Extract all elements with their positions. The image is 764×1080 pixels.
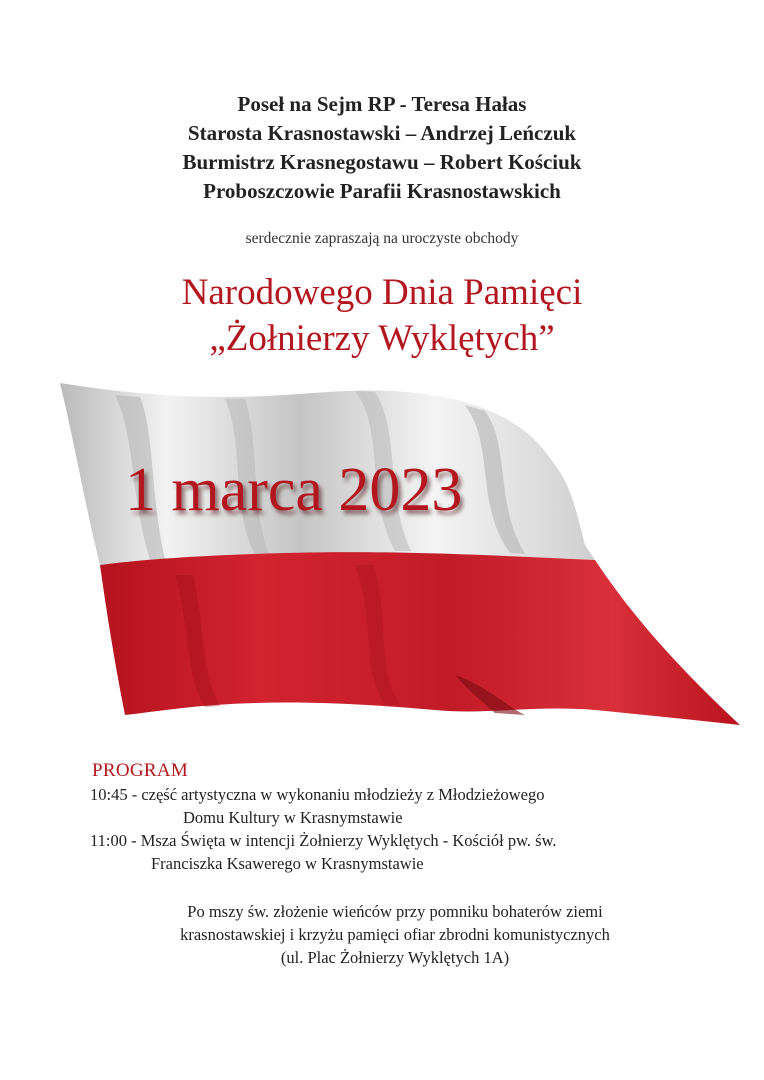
note-line: krasnostawskiej i krzyżu pamięci ofiar zbrodni komunistycznych <box>180 925 610 944</box>
organizer-line: Poseł na Sejm RP - Teresa Hałas <box>237 92 527 116</box>
note-line: Po mszy św. złożenie wieńców przy pomniku bohaterów ziemi <box>187 902 603 921</box>
organizer-line: Proboszczowie Parafii Krasnostawskich <box>203 179 561 203</box>
program-item-2-continued: Franciszka Ksawerego w Krasnymstawie <box>151 854 424 873</box>
closing-note <box>100 900 690 969</box>
event-title <box>0 270 764 362</box>
program-item-2: 11:00 - Msza Święta w intencji Żołnierzy Wyklętych - Kościół pw. św. <box>90 831 557 850</box>
event-title-line1: Narodowego Dnia Pamięci <box>181 272 583 313</box>
program-item-1: 10:45 - część artystyczna w wykonaniu młodzieży z Młodzieżowego <box>90 785 545 804</box>
organizers-list <box>0 90 764 206</box>
note-line: (ul. Plac Żołnierzy Wyklętych 1A) <box>280 948 510 967</box>
event-title-line2: „Żołnierzy Wyklętych” <box>209 318 555 359</box>
organizer-line: Starosta Krasnostawski – Andrzej Leńczuk <box>187 121 577 145</box>
polish-flag-image <box>55 375 745 735</box>
program-list <box>90 783 730 875</box>
event-date: 1 marca 2023 <box>125 456 463 524</box>
invitation-text: serdecznie zapraszają na uroczyste obchody <box>245 230 519 247</box>
program-heading: PROGRAM <box>92 760 189 781</box>
organizer-line: Burmistrz Krasnegostawu – Robert Kościuk <box>182 150 582 174</box>
program-item-1-continued: Domu Kultury w Krasnymstawie <box>183 808 403 827</box>
